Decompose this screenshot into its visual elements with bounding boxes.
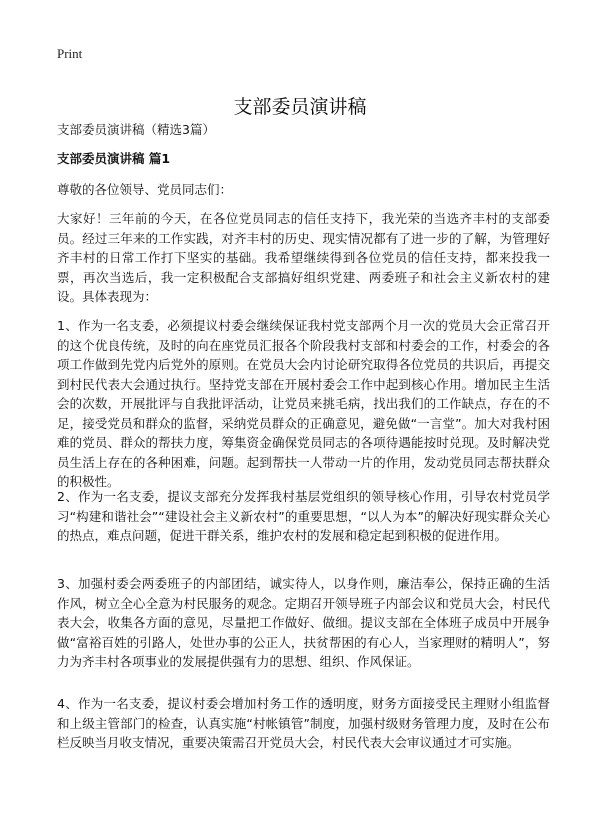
paragraph-point-2: 2、作为一名支委，提议支部充分发挥我村基层党组织的领导核心作用，引导农村党员学习“构建和谐社会”“建设社会主义新农村”的重要思想，“以人为本”的解决好现实群众关心的热点，难点问题，促进干群关系，维护农村的发展和稳定起到积极的促进作用。 (57, 489, 550, 543)
section-title: 支部委员演讲稿 篇1 (57, 151, 171, 166)
document-title: 支部委员演讲稿 (233, 95, 367, 118)
document-subtitle: 支部委员演讲稿（精选3篇） (57, 122, 215, 137)
paragraph-point-3: 3、加强村委会两委班子的内部团结，诚实待人，以身作则，廉洁奉公，保持正确的生活作风，树立全心全意为村民服务的观念。定期召开领导班子内部会议和党员大会，村民代表大会，收集各方面的意见，尽量把工作做好、做细。提议支部在全体班子成员中开展争做“富裕百姓的引路人，处世办事的公正人，扶贫帮困的有心人，当家理财的精明人”，努力为齐丰村各项事业的发展提供强有力的思想、组织、作风保证。 (57, 576, 550, 669)
paragraph-intro: 大家好！三年前的今天，在各位党员同志的信任支持下，我光荣的当选齐丰村的支部委员。经过三年来的工作实践，对齐丰村的历史、现实情况都有了进一步的了解，为管理好齐丰村的日常工作打下坚实的基础。我希望继续得到各位党员的信任支持，都来投我一票，再次当选后，我一定积极配合支部搞好组织党建、两委班子和社会主义新农村的建设。具体表现为： (57, 211, 550, 304)
paragraph-point-1: 1、作为一名支委，必须提议村委会继续保证我村党支部两个月一次的党员大会正常召开的这个优良传统，及时的向在座党员汇报各个阶段我村支部和村委会的工作，村委会的各项工作做到先党内后党外的原则。在党员大会内讨论研究取得各位党员的共识后，再提交到村民代表大会通过执行。坚持党支部在开展村委会工作中起到核心作用。增加民主生活会的次数，开展批评与自我批评活动，让党员来挑毛病，找出我们的工作缺点，存在的不足，接受党员和群众的监督，采纳党员群众的正确意见，避免做“一言堂”。加大对我村困难的党员、群众的帮扶力度，筹集资金确保党员同志的各项待遇能按时兑现。及时解决党员生活上存在的各种困难，问题。起到帮扶一人带动一片的作用，发动党员同志帮扶群众的积极性。 (57, 318, 550, 489)
paragraph-point-4: 4、作为一名支委，提议村委会增加村务工作的透明度，财务方面接受民主理财小组监督和上级主管部门的检查，认真实施“村帐镇管”制度，加强村级财务管理力度，及时在公布栏反映当月收支情况，重要决策需召开党员大会，村民代表大会审议通过才可实施。 (57, 696, 550, 750)
print-label: Print (57, 46, 83, 61)
salutation: 尊敬的各位领导、党员同志们： (57, 182, 233, 197)
